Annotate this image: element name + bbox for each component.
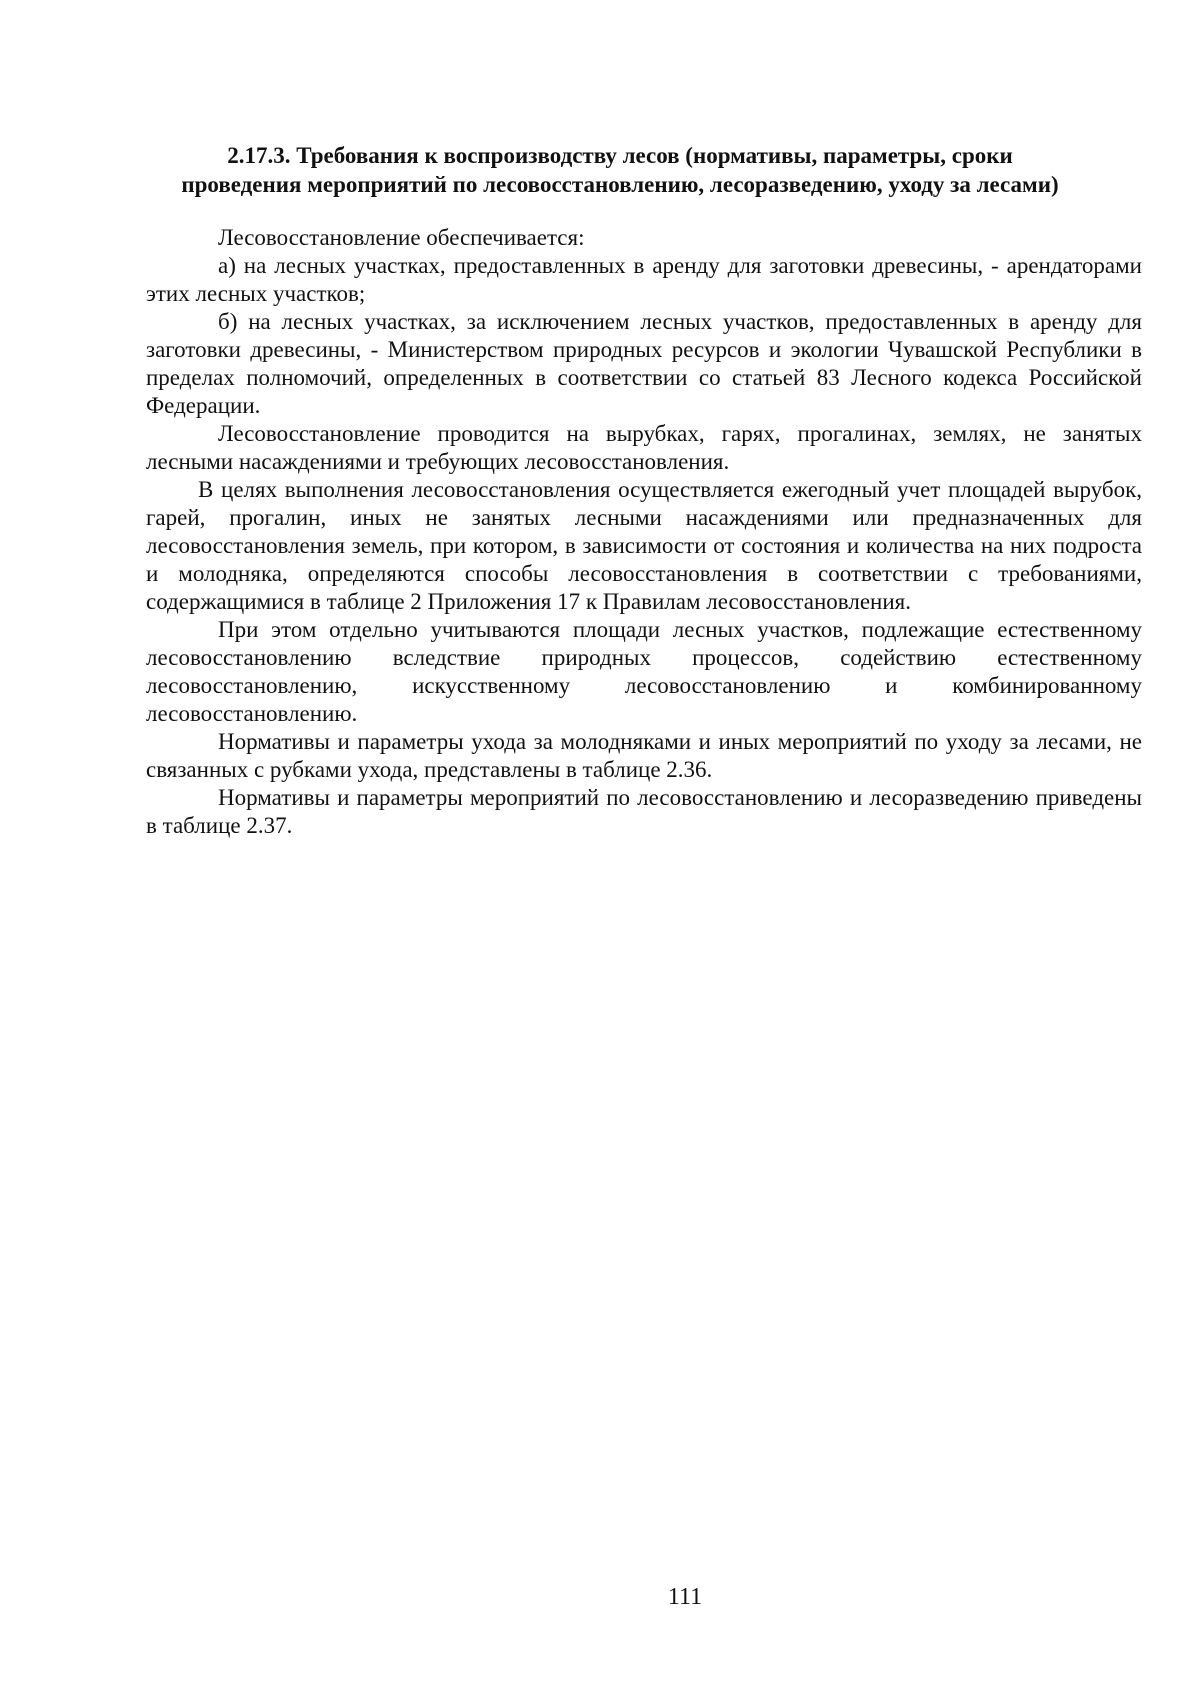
paragraph-annual-accounting: В целях выполнения лесовосстановления осуществляется ежегодный учет площадей вырубок, гарей, прогалин, иных не занятых лесными насаждениями или предназначенных для лесовосстановления земель, при котором, в зависимости от состояния и количества на них подроста и молодняка, определяются способы лесовосстановления в соответствии с требованиями, содержащимися в таблице 2 Приложения 17 к Правилам лесовосстановления. [146,477,1142,614]
paragraph-item-b: б) на лесных участках, за исключением лесных участков, предоставленных в аренду для заготовки древесины, - Министерством природных ресурсов и экологии Чувашской Республики в пределах полномочий, определенных в соответствии со статьей 83 Лесного кодекса Российской Федерации. [146,309,1142,418]
paragraph-care-norms: Нормативы и параметры ухода за молодняками и иных мероприятий по уходу за лесами, не связанных с рубками ухода, представлены в таблице 2.36. [146,729,1142,782]
paragraph-reforestation-norms: Нормативы и параметры мероприятий по лесовосстановлению и лесоразведению приведены в таблице 2.37. [146,785,1142,838]
paragraph-locations: Лесовосстановление проводится на вырубках, гарях, прогалинах, землях, не занятых лесными насаждениями и требующих лесовосстановления. [146,421,1142,474]
section-heading [130,141,1110,199]
paragraph-separate-accounting: При этом отдельно учитываются площади лесных участков, подлежащие естественному лесовосстановлению вследствие природных процессов, содействию естественному лесовосстановлению, искусственному лесовосстановлению и комбинированному лесовосстановлению. [146,617,1142,726]
page-number: 111 [667,1584,703,1610]
section-heading-line-2: проведения мероприятий по лесовосстановлению, лесоразведению, уходу за лесами) [181,172,1059,197]
body-text [146,224,1142,840]
paragraph-item-a: а) на лесных участках, предоставленных в аренду для заготовки древесины, - арендаторами этих лесных участков; [146,253,1142,306]
section-heading-line-1: 2.17.3. Требования к воспроизводству лесов (нормативы, параметры, сроки [227,143,1013,168]
paragraph-intro: Лесовосстановление обеспечивается: [218,225,585,250]
